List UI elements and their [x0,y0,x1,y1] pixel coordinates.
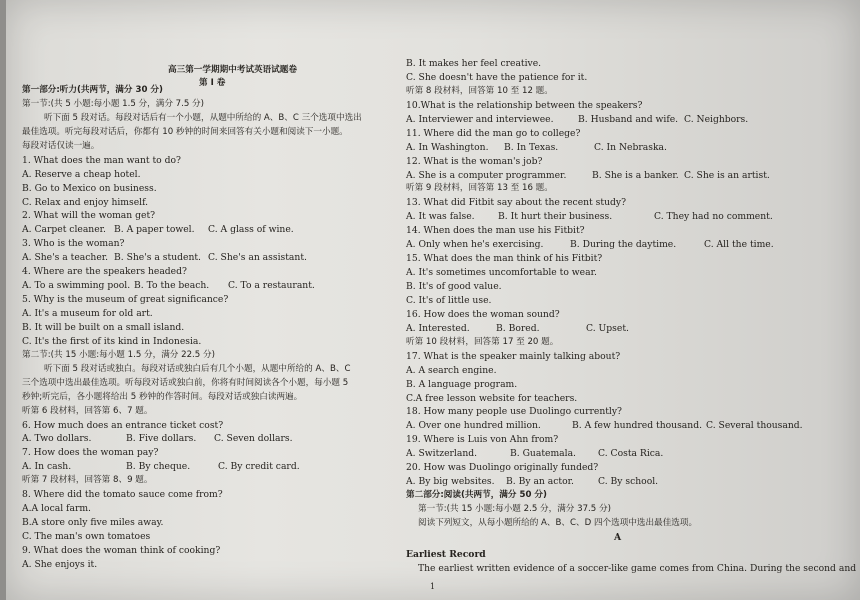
option: C. It's of little use. [406,294,492,306]
instructions-line: 听下面 5 段对话或独白。每段对话或独白后有几个小题，从题中所给的 A、B、C [44,363,351,374]
question-18: 18. How many people use Duolingo currently? [406,406,622,418]
option: C. A glass of wine. [208,224,294,236]
option: A. Carpet cleaner. [22,224,106,236]
question-8: 8. Where did the tomato sauce come from? [22,489,223,501]
option: C. By school. [598,476,659,488]
material-heading: 听第 7 段材料，回答第 8、9 题。 [22,475,153,486]
question-4: 4. Where are the speakers headed? [22,266,187,278]
option: B.A store only five miles away. [22,517,164,529]
options-row [22,460,406,474]
option: C. Neighbors. [684,113,749,125]
option: C. Relax and enjoy himself. [22,196,149,208]
options-row [406,141,826,155]
option: C. She doesn't have the patience for it. [406,71,588,83]
left-column [22,84,406,572]
option: B. By an actor. [506,476,574,488]
option: C. In Nebraska. [594,141,667,153]
question-10: 10.What is the relationship between the speakers? [406,99,643,111]
option: C. To a restaurant. [228,280,315,292]
question-14: 14. When does the man use his Fitbit? [406,225,585,237]
instructions-line: 每段对话仅读一遍。 [22,140,100,151]
instructions-line: 听下面 5 段对话。每段对话后有一个小题，从题中所给的 A、B、C 三个选项中选出 [44,112,362,123]
part2-heading: 第二部分:阅读(共两节，满分 50 分) [406,490,547,501]
options-row [22,251,406,265]
instructions-line: 最佳选项。听完每段对话后，你都有 10 秒钟的时间来回答有关小题和阅读下一小题。 [22,126,348,137]
material-heading: 听第 8 段材料，回答第 10 至 12 题。 [406,85,553,96]
option: A. To a swimming pool. [22,280,131,292]
option: B. Go to Mexico on business. [22,182,157,194]
question-13: 13. What did Fitbit say about the recent study? [406,197,626,209]
options-row [22,279,406,293]
question-12: 12. What is the woman's job? [406,155,543,167]
option: C.A free lesson website for teachers. [406,392,578,404]
option: C. She is an artist. [684,169,770,181]
option: B. To the beach. [134,280,210,292]
instructions-line: 三个选项中选出最佳选项。听每段对话或独白前，你将有时间阅读各个小题，每小题 5 [22,377,349,388]
option: C. She's an assistant. [208,252,307,264]
option: B. Guatemala. [510,448,576,460]
option: C. They had no comment. [654,211,773,223]
option: B. It hurt their business. [498,211,613,223]
question-17: 17. What is the speaker mainly talking about? [406,350,621,362]
material-heading: 听第 10 段材料，回答第 17 至 20 题。 [406,336,559,347]
option: C. Seven dollars. [214,433,293,445]
options-row [406,322,826,336]
option: C. Several thousand. [706,420,803,432]
question-15: 15. What does the man think of his Fitbit? [406,253,603,265]
section1-heading: 第一节:(共 5 小题:每小题 1.5 分，满分 7.5 分) [22,98,205,109]
option: B. Husband and wife. [578,113,679,125]
option: A. By big websites. [406,476,495,488]
question-11: 11. Where did the man go to college? [406,127,581,139]
options-row [406,475,826,489]
option: B. It will be built on a small island. [22,321,185,333]
options-row [406,419,826,433]
option: A. Interviewer and interviewee. [406,113,554,125]
option: B. By cheque. [126,461,191,473]
material-heading: 听第 9 段材料，回答第 13 至 16 题。 [406,183,553,194]
option: A. She enjoys it. [22,558,98,570]
section2-heading: 第二节:(共 15 小题:每小题 1.5 分，满分 22.5 分) [22,349,215,360]
option: A. A search engine. [406,364,497,376]
passage-label: A [614,531,622,543]
option: A. In cash. [22,461,72,473]
question-2: 2. What will the woman get? [22,210,156,222]
option: A. It's a museum for old art. [22,308,153,319]
option: A. It was false. [406,211,475,223]
option: A. She's a teacher. [22,252,109,264]
option: A. She is a computer programmer. [406,169,567,181]
page-number: 1 [430,582,436,591]
option: C. All the time. [704,239,774,251]
options-row [406,210,826,224]
question-5: 5. Why is the museum of great significance? [22,294,229,306]
options-row [22,432,406,446]
question-1: 1. What does the man want to do? [22,154,181,166]
option: B. It's of good value. [406,281,502,292]
instructions-line: 秒钟;听完后，各小题将给出 5 秒钟的作答时间。每段对话或独白读两遍。 [22,391,303,402]
option: A. Reserve a cheap hotel. [22,168,141,180]
options-row [406,113,826,127]
option: A.A local farm. [22,503,91,515]
option: B. She's a student. [114,252,201,264]
option: C. Costa Rica. [598,448,664,460]
option: B. A language program. [406,378,518,390]
reading-instructions: 阅读下列短文，从每小题所给的 A、B、C、D 四个选项中选出最佳选项。 [418,517,698,528]
options-row [406,238,826,252]
option: A. Two dollars. [22,433,92,445]
option: B. A paper towel. [114,224,195,236]
reading-section-heading: 第一节:(共 15 小题:每小题 2.5 分，满分 37.5 分) [418,504,611,514]
question-9: 9. What does the woman think of cooking? [22,544,221,556]
options-row [406,169,826,183]
right-column [406,57,857,576]
passage-title: Earliest Record [406,548,486,560]
exam-paper [6,0,860,600]
question-6: 6. How much does an entrance ticket cost? [22,419,224,431]
exam-title: 高三第一学期期中考试英语试题卷 [168,65,297,75]
option: B. During the daytime. [570,239,677,251]
passage-text: The earliest written evidence of a soccer-like game comes from China. During the second and [418,562,857,574]
option: B. In Texas. [504,141,559,153]
question-3: 3. Who is the woman? [22,238,125,250]
option: B. It makes her feel creative. [406,58,542,69]
option: A. In Washington. [406,141,489,153]
question-16: 16. How does the woman sound? [406,308,560,320]
option: A. Interested. [406,322,470,334]
option: A. Over one hundred million. [406,420,541,432]
option: C. The man's own tomatoes [22,531,151,542]
part1-heading: 第一部分:听力(共两节，满分 30 分) [22,85,163,95]
question-20: 20. How was Duolingo originally funded? [406,462,599,474]
option: B. Bored. [496,322,540,334]
options-row [406,447,826,461]
option: C. Upset. [586,322,629,334]
option: B. A few hundred thousand. [572,420,703,432]
material-heading: 听第 6 段材料，回答第 6、7 题。 [22,405,153,416]
volume-label: 第 I 卷 [199,78,226,88]
option: A. It's sometimes uncomfortable to wear. [406,267,597,279]
option: C. By credit card. [218,461,300,473]
question-7: 7. How does the woman pay? [22,447,159,459]
option: B. She is a banker. [592,169,679,181]
option: B. Five dollars. [126,433,197,445]
options-row [22,223,406,237]
option: C. It's the first of its kind in Indonesia. [22,335,202,347]
question-19: 19. Where is Luis von Ahn from? [406,434,559,446]
option: A. Only when he's exercising. [406,239,544,251]
option: A. Switzerland. [406,448,478,460]
